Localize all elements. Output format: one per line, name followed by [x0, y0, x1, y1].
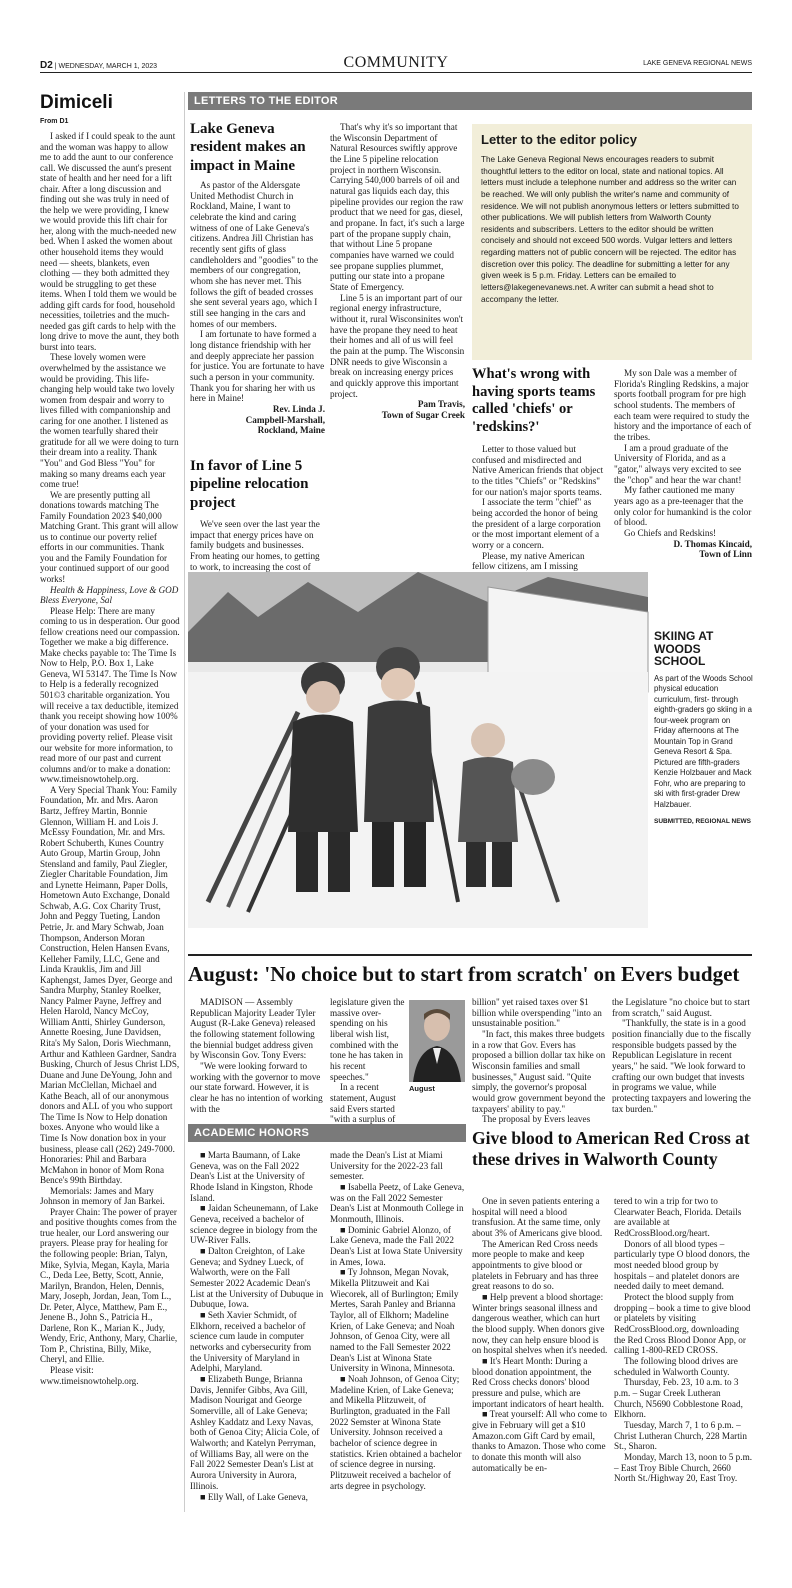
line5-letter-part2 [330, 122, 465, 570]
august-paragraph: MADISON — Assembly Republican Majority Leader Tyler August (R-Lake Geneva) released the following statement following the biennial budget address given by Wisconsin Gov. Tony Evers: [190, 997, 316, 1061]
policy-text: The Lake Geneva Regional News encourages readers to submit thoughtful letters to the editor on local, state and national topics. All letters must include a telephone number and address so the writer can be reached. We will only publish the writer's name and community of residence. We will not publish anonymous letters or letters submitted to other publications. We will publish letters from Walworth County residents and subscribers. Letters to the editor should be written concisely and should not exceed 500 words. Vulgar letters and letters regarding matters not of public concern will be rejected. The editor has discretion over this policy. The deadline for submitting a letter for any given week is 5 p.m. Friday. Letters can be emailed to letters@lakegenevanews.net. A writer can submit a head shot to accompany the letter. [481, 155, 739, 304]
maine-headline: Lake Geneva resident makes an impact in Maine [190, 121, 306, 174]
letters-banner: LETTERS TO THE EDITOR [188, 92, 752, 110]
maine-paragraph: As pastor of the Aldersgate United Methodist Church in Rockland, Maine, I want to celebrate the kind and caring witness of one of Lake Geneva's citizens. Andrea Jill Christian has recently sent gifts of glass candleholders and "goodies" to the members of our congregation, whom she has never met. This follows the gift of beaded crosses she sent several years ago, which I still see hanging in the cars and homes of our members. [190, 180, 318, 329]
maine-signature: Rockland, Maine [257, 425, 325, 436]
line5-paragraph: Line 5 is an important part of our regional energy infrastructure, without it, rural Wisconsinites won't have the propane they need to heat their homes and all of us will feel the pain at the pump. The Wisconsin DNR needs to give Wisconsin a break on increasing energy prices and quickly approve this important project. [330, 292, 465, 399]
august-paragraph: "In fact, this makes three budgets in a row that Gov. Evers has proposed a billion dollar tax hike on Wisconsin families and small businesses," August said. "Quite simply, the governor's proposal would grow government beyond the taxpayers' ability to pay." [472, 1029, 606, 1114]
august-headline: August: 'No choice but to start from scratch' on Evers budget [188, 962, 740, 986]
line5-paragraph: That's why it's so important that the Wisconsin Department of Natural Resources swiftly approve the Line 5 pipeline relocation project in northern Wisconsin. Carrying 540,000 barrels of oil and natural gas liquids each day, this pipeline provides our region the raw product that we need for gas, diesel, and propane. In fact, it's such a large part of the propane supply chain, that without Line 5 propane companies have warned we could see propane supplies plummet, putting our state into a propane State of Emergency. [330, 122, 465, 293]
august-paragraph: legislature given the massive over-spending on his liberal wish list, combined with the tone he has taken in his recent speeches." [330, 997, 405, 1082]
blood-paragraph: ■ Help prevent a blood shortage: Winter brings seasonal illness and dangerous weather, which can hurt the blood supply. When donors give now, they can help ensure blood is on hospital shelves when it's needed. [472, 1292, 608, 1356]
chiefs-paragraph: Letter to those valued but confused and misdirected and Native American friends that object to the titles "Chiefs" or "Redskins" for our nation's major sports teams. [472, 444, 604, 497]
maine-letter [190, 180, 325, 450]
chiefs-headline: What's wrong with having sports teams called 'chiefs' or 'redskins?' [472, 366, 596, 436]
masthead-rule [40, 72, 752, 73]
honor-entry: ■ Isabella Peetz, of Lake Geneva, was on the Fall 2022 Semester Dean's List at Monmouth College in Monmouth, Illinois. [330, 1182, 465, 1225]
paper-name: LAKE GENEVA REGIONAL NEWS [643, 60, 752, 67]
dimiceli-jump: From D1 [40, 118, 69, 125]
honor-entry: ■ Jaidan Scheunemann, of Lake Geneva, received a bachelor of science degree in biology from the UW-River Falls. [190, 1203, 319, 1246]
august-paragraph: "We were looking forward to working with the governor to move our state forward. However, it is clear he has no intention of working with the [190, 1061, 323, 1114]
august-paragraph: the Legislature "no choice but to start from scratch," said August. [612, 997, 750, 1018]
august-paragraph: The proposal by Evers leaves [482, 1114, 591, 1125]
blood-paragraph: The following blood drives are scheduled in Walworth County. [614, 1356, 738, 1377]
blood-paragraph: Monday, March 13, noon to 5 p.m. – East Troy Bible Church, 2660 North St./Highway 20, East Troy. [614, 1452, 753, 1484]
page-number: D2 [40, 60, 53, 71]
dimiceli-memorials: Memorials: James and Mary Johnson in memory of Jan Barkei. [40, 1185, 165, 1207]
maine-paragraph: I am fortunate to have formed a long distance friendship with her and deeply appreciate her passion for justice. You are fortunate to have such a person in your community. Thank you for sharing her with us here in Maine! [190, 329, 325, 404]
chiefs-letter-part1 [472, 444, 607, 570]
dimiceli-paragraph: I asked if I could speak to the aunt and the woman was happy to allow me to add the aunt to our conference call. We discussed the aunt's present state of health and her need for a lift chair. After a long discussion and finding out she was truly in need of the help we were providing, I knew we would provide this lift chair for her, along with the much-needed new bed. When I asked the women about other household items they would need — sheets, blankets, even clothing — they both admitted they would be struggling to get these items. When I told them we would be adding gift cards for food, household necessities, toiletries and the much-needed gas gift cards to help with the long drive to move the aunt, they both burst into tears. [40, 131, 179, 352]
blood-column-2 [614, 1196, 752, 1576]
honor-entry: ■ Noah Johnson, of Genoa City; Madeline Krien, of Lake Geneva; and Mikella Plitzuweit, of Burlington, graduated in the Fall 2022 Semster at Winona State University. Johnson received a bachelor of science degree in statistics. Krien obtained a bachelor of science degree in nursing. Plitzuweit received a bachelor of arts degree in psychology. [330, 1374, 462, 1491]
blood-paragraph: One in seven patients entering a hospital will need a blood transfusion. At the same time, only about 3% of Americans give blood. [472, 1196, 603, 1239]
dimiceli-prayer-chain: Prayer Chain: The power of prayer and positive thoughts comes from the true healer, our Lord answering our prayers. Please pray for healing for the following people: Brian, Talyn, Mike, Sylvia, Megan, Kayla, Maria C., Deda Lee, Betty, Scott, Annie, Marilyn, Brandon, Helen, Dennis, Mary, Joseph, Jordan, Jean, Tom L., Dr. Peter, Alyce, Matthew, Pam E., Jenene B., John S., Patricia H., Darlene, Ron K., Marian K., Judy, Wendy, Eric, Anthony, Mary, Charlie, Tom P., Christina, Billy, Mike, Cheryl, and Ellie. [40, 1206, 178, 1365]
august-paragraph: billion" yet raised taxes over $1 billion while overspending "into an unsustainable position." [472, 997, 602, 1029]
line5-paragraph: We've seen over the last year the impact that energy prices have on family budgets and businesses. From heating our homes, to getting to work, to increasing the cost of [190, 519, 320, 572]
honors-column-2 [330, 1150, 466, 1570]
blood-paragraph: Donors of all blood types – particularly type O blood donors, the most needed blood group by hospitals – and platelet donors are needed daily to meet demand. [614, 1238, 750, 1292]
blood-paragraph: Protect the blood supply from dropping – book a time to give blood or platelets by visiting RedCrossBlood.org, downloading the Red Cross Blood Donor App, or calling 1-800-RED CROSS. [614, 1292, 751, 1356]
honors-column-1 [190, 1150, 324, 1570]
photo-caption [654, 630, 754, 825]
honors-banner: ACADEMIC HONORS [188, 1124, 466, 1142]
dimiceli-column [40, 131, 180, 1511]
photo-caption-text: As part of the Woods School physical education curriculum, first- through eighth-graders go skiing in a four-week program on Friday afternoons at The Mountain Top in Grand Geneva Resort & Spa. Pictured are fifth-graders Kenzie Holzbauer and Mack Fohr, who are preparing to ski with first-grader Drew Halzbauer. [654, 673, 753, 809]
photo-caption-title: SKIING AT WOODS SCHOOL [654, 629, 714, 669]
headshot-caption: August [409, 1084, 435, 1093]
dimiceli-title: Dimiceli [40, 92, 113, 113]
blood-paragraph: The American Red Cross needs more people to make and keep appointments to give blood or platelets in February and has three great reasons to do so. [472, 1238, 599, 1292]
chiefs-signature: Town of Linn [699, 549, 752, 560]
dimiceli-thank-you: A Very Special Thank You: Family Foundation, Mr. and Mrs. Aaron Bartz, Jeffrey Martin, Bonnie Glennon, William H. and Lois J. McEssy Foundation, Mr. and Mrs. Robert Schuberth, Kunes Country Auto Group, Martin Group, John Stensland and family, Paul Ziegler, Ziegler Charitable Foundation, Jim and Lynette Heimann, Paper Dolls, Hometown Auto Exchange, Donald Schwab, A.G. Cox Charity Trust, John and Peggy Tueting, Landon Petrie, Jr. and Mary Schwab, Joan Thompson, Anderson Moran Construction, Helen Hansen Evans, Kelleher Family, LLC, Gene and Linda Krauklis, Jim and Jill Kaphengst, James Dyer, George and Sandra Murphy, Stanley Roelker, Nancy Palmer Payne, Jeffrey and Helen Harold, Nancy McCoy, William Antti, Shirley Gunderson, Annette Roesing, June Davidsen, Rita's My Salon, Doris Wiechmann, Arthur and Kathleen Gardner, Sandra Busking, Church of Jesus Christ LDS, Duane and June DeYoung, John and Marian McClellan, Michael and Kathe Beach, all of our anonymous donors and ALL of you who support The Time Is Now to Help donation boxes. Anyone who would like a Time Is Now donation box in your business, please call (262) 249-7000. Honoraries: Phil and Barbara McMahon in honor of Mom Rona Bence's 99th Birthday. [40, 784, 180, 1186]
blood-paragraph: ■ It's Heart Month: During a blood donation appointment, the Red Cross checks donors' blood pressure and pulse, which are important indicators of heart health. [472, 1356, 604, 1409]
blood-paragraph: tered to win a trip for two to Clearwater Beach, Florida. Details are available at RedCrossBlood.org/heart. [614, 1196, 742, 1239]
august-column-1 [190, 997, 324, 1117]
chiefs-paragraph: I associate the term "chief" as being accorded the honor of being the president of a large corporation or the most important element of a worry or a concern. [472, 497, 601, 551]
august-paragraph: In a recent statement, August said Evers started "with a surplus of [330, 1082, 396, 1125]
honor-entry: ■ Ty Johnson, Megan Novak, Mikella Plitzuweit and Kai Wiecorek, all of Burlington; Emily Mertes, Sarah Panley and Brianna Taylor, all of Elkhorn; Madeline Krien, of Lake Geneva; and Noah Johnson, of Genoa City, were all named to the Fall Semester 2022 Dean's List at Winona State University in Winona, Minnesota. [330, 1267, 459, 1374]
honor-entry: ■ Dalton Creighton, of Lake Geneva; and Sydney Lueck, of Walworth, were on the Fall Semester 2022 Academic Dean's List at the University of Dubuque in Dubuque, Iowa. [190, 1246, 324, 1310]
honor-entry: ■ Elizabeth Bunge, Brianna Davis, Jennifer Gibbs, Ava Gill, Madison Nourigat and George Somerville, all of Lake Geneva; Ashley Kaddatz and Lexy Navas, both of Genoa City; Alicia Cole, of Walworth; and Katelyn Perryman, of Williams Bay, all were on the Fall 2022 Semester Dean's List at Aurora University in Aurora, Illinois. [190, 1374, 320, 1491]
chiefs-paragraph: My father cautioned me many years ago as a pre-teenager that the only color for humankind is the color of blood. [614, 485, 752, 528]
chiefs-paragraph: My son Dale was a member of Florida's Ringling Redskins, a major sports football program for pre high school students. The members of each team were required to study the history and the importance of each of the tribes. [614, 368, 752, 443]
line5-signature: Town of Sugar Creek [381, 410, 465, 421]
skiing-photo [188, 572, 648, 928]
blood-paragraph: ■ Treat yourself: All who come to give in February will get a $10 Amazon.com Gift Card by email, thanks to Amazon. Those who come to donate this month will also automatically be en- [472, 1409, 607, 1473]
letter-policy-box [472, 124, 752, 360]
dimiceli-paragraph: We are presently putting all donations towards matching The Family Foundation 2023 $40,000 Matching Grant. This grant will allow us to continue our poverty relief efforts in our communities. Thank you and the Family Foundation for your continued support of our good works! [40, 489, 179, 584]
chiefs-letter-part2 [614, 368, 752, 570]
dimiceli-paragraph: These lovely women were overwhelmed by the assistance we would be providing. This life-changing help would take two lovely women from despair and worry to lives filled with companionship and caring for one another. I listened as the women tearfully shared their gratitude for all we were doing to turn their dream into a reality. Thank "You" and God Bless "You" for making so many dreams each year come true! [40, 352, 179, 490]
headshot-image [409, 1000, 465, 1082]
dimiceli-please-help: Please Help: There are many coming to us in desperation. Our good fellow creations need our compassion. Together we make a big difference. Make checks payable to: The Time Is Now to Help, P.O. Box 1, Lake Geneva, WI 53147. The Time Is Now to Help is a federally recognized 501©3 charitable organization. You will receive a tax deductible, itemized thank you receipt showing how 100% of your donation was used for providing poverty relief. Please visit our website for more information, to read more of our past and current columns and/or to make a donation: www.timeisnowtohelp.org. [40, 605, 180, 785]
photo-credit: SUBMITTED, REGIONAL NEWS [654, 818, 752, 826]
column-divider [184, 92, 185, 1512]
policy-title: Letter to the editor policy [481, 132, 638, 147]
section-rule [188, 954, 752, 956]
honor-entry: ■ Elly Wall, of Lake Geneva, [200, 1491, 308, 1502]
honor-entry: ■ Marta Baumann, of Lake Geneva, was on the Fall 2022 Dean's List at the University of Rhode Island in Kingston, Rhode Island. [190, 1150, 313, 1203]
section-title: COMMUNITY [343, 54, 449, 71]
blood-paragraph: Thursday, Feb. 23, 10 a.m. to 3 p.m. – Sugar Creek Lutheran Church, N5690 Cobblestone Road, Elkhorn. [614, 1377, 743, 1420]
blood-headline: Give blood to American Red Cross at these drives in Walworth County [472, 1128, 750, 1169]
maine-signature: Campbell-Marshall, [245, 414, 325, 425]
maine-signature: Rev. Linda J. [272, 404, 325, 415]
chiefs-signature: D. Thomas Kincaid, [673, 538, 752, 549]
line5-signature: Pam Travis, [417, 399, 465, 410]
masthead: D2 | WEDNESDAY, MARCH 1, 2023 COMMUNITY LAKE GENEVA REGIONAL NEWS [40, 54, 752, 71]
chiefs-paragraph: Please, my native American fellow citizens, am I missing [472, 550, 585, 572]
august-column-2 [330, 997, 406, 1125]
august-column-3 [472, 997, 606, 1125]
issue-date: WEDNESDAY, MARCH 1, 2023 [58, 63, 158, 70]
honor-entry: made the Dean's List at Miami University for the 2022-23 fall semester. [330, 1150, 443, 1182]
line5-letter-part1 [190, 519, 325, 572]
chiefs-paragraph: I am a proud graduate of the University of Florida, and as a "gator," always very excited to see the "chop" and hear the war chant! [614, 442, 742, 485]
line5-headline: In favor of Line 5 pipeline relocation project [190, 458, 309, 511]
chiefs-paragraph: Go Chiefs and Redskins! [624, 528, 717, 539]
honor-entry: ■ Seth Xavier Schmidt, of Elkhorn, received a bachelor of science cum laude in computer networks and cybersecurity from the University of Maryland in Adelphi, Maryland. [190, 1310, 312, 1374]
skiing-photo-image [188, 572, 648, 928]
dimiceli-visit: Please visit: www.timeisnowtohelp.org. [40, 1364, 139, 1386]
dimiceli-signoff: Health & Happiness, Love & GOD Bless Everyone, Sal [40, 584, 179, 606]
blood-paragraph: Tuesday, March 7, 1 to 6 p.m. – Christ Lutheran Church, 228 Martin St., Sharon. [614, 1420, 747, 1452]
august-column-4 [612, 997, 752, 1117]
honor-entry: ■ Dominic Gabriel Alonzo, of Lake Geneva, made the Fall 2022 Dean's List at Iowa State University in Ames, Iowa. [330, 1224, 463, 1267]
august-paragraph: "Thankfully, the state is in a good position financially due to the fiscally responsible budgets passed by the Republican Legislature in recent years," he said. "We look forward to crafting our own budget that invests in programs we value, while protecting taxpayers and lowering the tax burden." [612, 1018, 752, 1114]
august-headshot [409, 1000, 465, 1082]
blood-column-1 [472, 1196, 608, 1576]
